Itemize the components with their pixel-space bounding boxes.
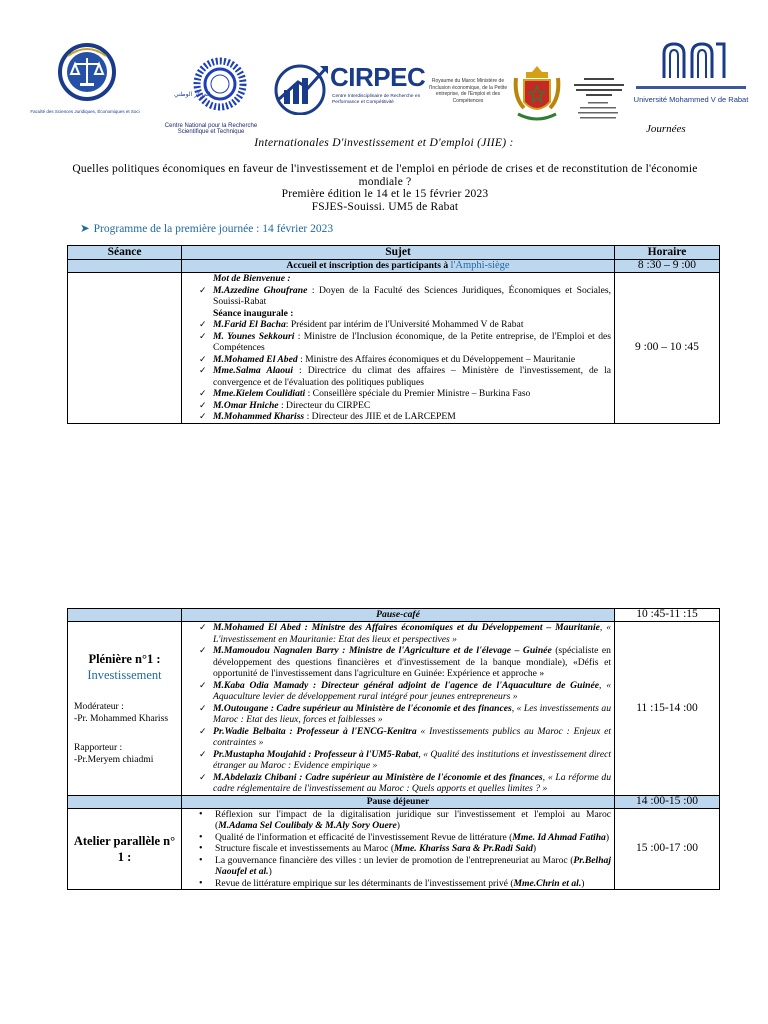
list-item: ✓ M.Mohamed El Abed : Ministre des Affaires économiques et du Développement – Mauritanie, « L'investissement en Mauritanie: Etat des lieux et perspectives » (213, 622, 611, 645)
table-header-row (68, 246, 720, 260)
opening-speakers-cell (182, 273, 615, 424)
accueil-cell (182, 260, 615, 273)
list-item: • Structure fiscale et investissements au Maroc (Mme. Khariss Sara & Pr.Radi Said) (215, 843, 611, 855)
ministry-logo (428, 78, 508, 128)
atelier-row (68, 808, 720, 890)
accueil-text: Accueil et inscription des participants à (286, 260, 451, 272)
event-edition: Première édition le 14 et le 15 février 2023 (281, 188, 489, 200)
pause-cafe-time: 10 :45-11 :15 (615, 609, 720, 622)
opening-time: 9 :00 – 10 :45 (615, 273, 720, 424)
pleniere-subtitle: Investissement (87, 668, 162, 683)
arrow-right-icon: ➤ (80, 223, 90, 235)
seance-inaugurale: Séance inaugurale : (213, 307, 294, 319)
coat-of-arms-icon (512, 64, 562, 130)
header-seance: Séance (68, 246, 182, 260)
cnrst-caption: Centre National pour la Recherche Scientifique et Technique (164, 123, 258, 135)
um5-logo (632, 40, 750, 120)
programme-heading (80, 221, 333, 235)
opening-seance-cell (68, 273, 182, 424)
atelier-items-list (185, 809, 611, 890)
logo-bar (28, 38, 750, 138)
pause-cafe-row (68, 609, 720, 622)
pause-cafe-label: Pause-café (182, 609, 615, 622)
pleniere-talks-list (185, 622, 611, 795)
event-question: Quelles politiques économiques en faveur de l'investissement et de l'emploi en période de crises et de reconstitution de l'économie mondiale ? (72, 163, 698, 188)
atelier-seance-cell (68, 808, 182, 890)
list-item: ✓ M.Omar Hniche : Directeur du CIRPEC (213, 400, 611, 412)
list-item: ✓ M.Farid El Bacha: Président par intérim de l'Université Mohammed V de Rabat (213, 319, 611, 331)
cnrst-logo (156, 56, 266, 138)
schedule-table-opening (67, 245, 720, 424)
accueil-row (68, 260, 720, 273)
event-location: FSJES-Souissi. UM5 de Rabat (311, 200, 459, 213)
cirpec-caption: Centre Interdisciplinaire de Recherche en Performance et Compétitivité (332, 94, 421, 105)
accueil-time: 8 :30 – 9 :00 (615, 260, 720, 273)
fsjes-logo (28, 42, 146, 122)
atelier-title: Atelier parallèle n° 1 : (73, 833, 176, 864)
list-item: ✓ M.Abdelaziz Chibani : Cadre supérieur au Ministère de l'économie et des finances, « La réforme du cadre réglementaire de l'investissement au Maroc : Quels apports et quelles limites ? » (213, 772, 611, 795)
pleniere-seance-cell (68, 622, 182, 796)
pleniere-time: 11 :15-14 :00 (615, 622, 720, 796)
um5-arches-icon (658, 40, 728, 80)
um5-name: Université Mohammed V de Rabat (633, 95, 749, 104)
opening-speakers-list (185, 273, 611, 423)
cirpec-growth-icon (270, 60, 330, 115)
atelier-time: 15 :00-17 :00 (615, 808, 720, 890)
list-item: ✓ M.Outougane : Cadre supérieur au Ministère de l'économie et des finances, « Les investissements au Maroc : Etat des lieux, forces et faiblesses » (213, 703, 611, 726)
schedule-table-sessions (67, 608, 720, 890)
list-item: ✓ Mme.Kielem Coulidiati : Conseillère spéciale du Premier Ministre – Burkina Faso (213, 388, 611, 400)
accueil-seance-cell (68, 260, 182, 273)
um5-arabic-name-icon (632, 83, 750, 93)
pause-dejeuner-seance-cell (68, 795, 182, 808)
fsjes-caption: Faculté des Sciences Juridiques, Économiques et Soci (30, 109, 140, 114)
pleniere-talks-cell (182, 622, 615, 796)
cnrst-sunburst-icon (156, 56, 266, 118)
rapporteur-name: -Pr.Meryem chiadmi (74, 753, 154, 765)
list-item: ✓ Pr.Mustapha Moujahid : Professeur à l'UM5-Rabat, « Qualité des institutions et investissement direct étranger au Maroc : Evidence empirique » (213, 749, 611, 772)
moderateur-label: Modérateur : (74, 701, 124, 713)
list-item: • Qualité de l'information et efficacité de l'investissement Revue de littérature (Mme. Id Ahmad Fatiha) (215, 832, 611, 844)
header-journees: Journées (646, 123, 686, 135)
arabic-text-block-icon (566, 76, 628, 126)
rapporteur-label: Rapporteur : (74, 742, 123, 754)
mot-bienvenue: Mot de Bienvenue : (213, 273, 291, 284)
list-item: ✓ M.Kaba Odia Mamady : Directeur général adjoint de l'agence de l'Aquaculture de Guinée, « Aquaculture levier de développement rural intégré pour jeunes entrepreneurs » (213, 680, 611, 703)
programme-heading-text: Programme de la première journée : 14 février 2023 (93, 223, 334, 235)
cirpec-name: CIRPEC (330, 62, 426, 92)
svg-text:المركز الوطني: المركز الوطني (174, 91, 211, 98)
list-item: ✓ M.Mohamed El Abed : Ministre des Affaires économiques et du Développement – Mauritanie (213, 354, 611, 366)
moderateur-name: -Pr. Mohammed Khariss (74, 712, 169, 724)
list-item: ✓ M. Younes Sekkouri : Ministre de l'Inclusion économique, de la Petite entreprise, de l'Emploi et des Compétences (213, 331, 611, 354)
atelier-items-cell (182, 808, 615, 890)
list-item: • La gouvernance financière des villes : un levier de promotion de l'entrepreneuriat au Maroc (Pr.Belhaj Naoufel et al.) (215, 855, 611, 878)
pause-dejeuner-time: 14 :00-15 :00 (615, 795, 720, 808)
list-item: ✓ M.Mamoudou Nagnalen Barry : Ministre de l'Agriculture et de l'élevage – Guinée (spécialiste en développement des questions financières et d'investissement de la banque mondiale), «Défis et opportunité de l'investissement dans l'agriculture en Guinée: Expérience et approche » (213, 645, 611, 680)
header-sujet: Sujet (182, 246, 615, 260)
list-item: ✓ Mme.Salma Alaoui : Directrice du climat des affaires – Ministère de l'investissement, de la convergence et de l'évaluation des politiques publiques (213, 365, 611, 388)
event-title: Internationales D'investissement et D'emploi (JIIE) : (254, 137, 514, 149)
header-horaire: Horaire (615, 246, 720, 260)
ministry-caption: Royaume du Maroc Ministère de l'Inclusion économique, de la Petite entreprise, de l'Emploi et des Compétences (428, 78, 508, 104)
event-subtitle (60, 163, 710, 213)
pause-dejeuner-label: Pause déjeuner (182, 795, 615, 808)
cirpec-logo (270, 48, 430, 126)
list-item: ✓ M.Azzedine Ghoufrane : Doyen de la Faculté des Sciences Juridiques, Économiques et Sociales, Souissi-Rabat (213, 285, 611, 308)
pause-dejeuner-row (68, 795, 720, 808)
fsjes-emblem-icon (28, 42, 146, 104)
list-item: • Réflexion sur l'impact de la digitalisation juridique sur l'investissement et l'emploi au Maroc (M.Adama Sel Coulibaly & M.Aly Sory Ouere) (215, 809, 611, 832)
list-item: ✓ Pr.Wadie Belbaita : Professeur à l'ENCG-Kenitra « Investissements publics au Maroc : Enjeux et contraintes » (213, 726, 611, 749)
list-item: • Revue de littérature empirique sur les déterminants de l'investissement privé (Mme.Chrin et al.) (215, 878, 611, 890)
ministry-arabic-text (566, 76, 628, 126)
accueil-place: l'Amphi-siège (450, 260, 510, 272)
opening-row (68, 273, 720, 424)
pleniere-row (68, 622, 720, 796)
pleniere-title: Plénière n°1 : (88, 652, 161, 667)
list-item: ✓ M.Mohammed Khariss : Directeur des JIIE et de LARCEPEM (213, 411, 611, 423)
pause-cafe-seance-cell (68, 609, 182, 622)
coat-of-arms (512, 64, 562, 130)
